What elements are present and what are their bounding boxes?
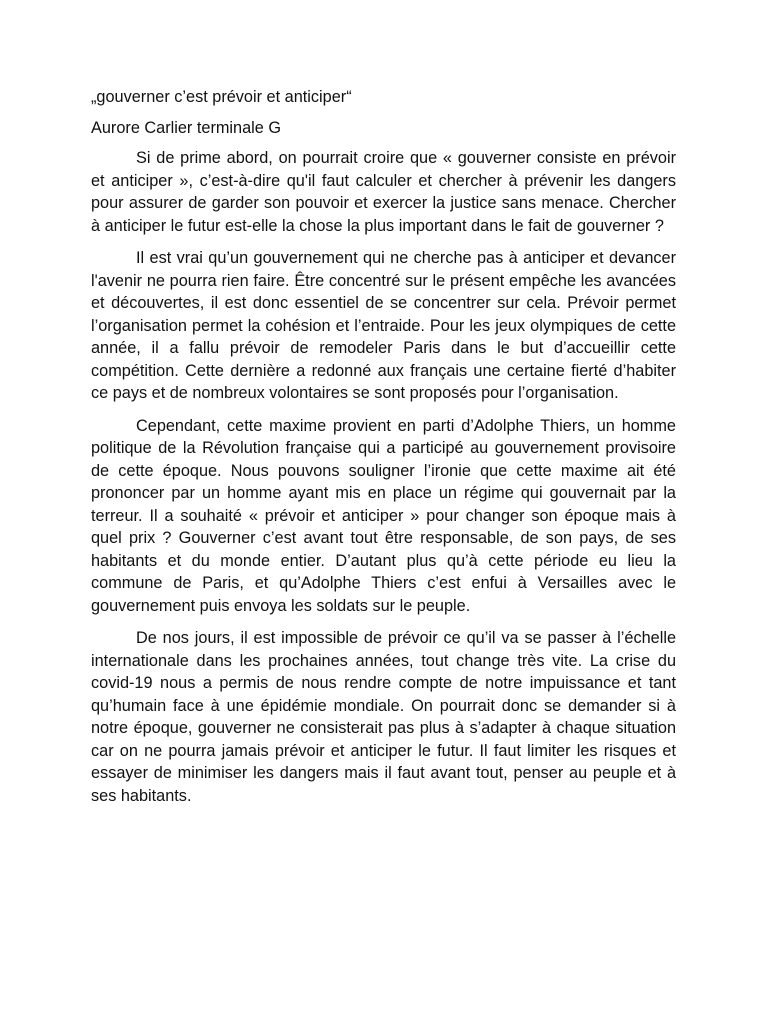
paragraph-3: Cependant, cette maxime provient en parti d’Adolphe Thiers, un homme politique de la Révolution française qui a participé au gouvernement provisoire de cette époque. Nous pouvons souligner l’ironie que cette maxime ait été prononcer par un homme ayant mis en place un régime qui gouvernait par la terreur. Il a souhaité « prévoir et anticiper » pour changer son époque mais à quel prix ? Gouverner c’est avant tout être responsable, de son pays, de ses habitants et du monde entier. D’autant plus qu’à cette période eu lieu la commune de Paris, et qu’Adolphe Thiers c’est enfui à Versailles avec le gouvernement puis envoya les soldats sur le peuple. (91, 416, 676, 615)
paragraph-1: Si de prime abord, on pourrait croire que « gouverner consiste en prévoir et anticiper », c’est-à-dire qu'il faut calculer et chercher à prévenir les dangers pour assurer de garder son pouvoir et exercer la justice sans menace. Chercher à anticiper le futur est-elle la chose la plus important dans le fait de gouverner ? (91, 149, 676, 235)
essay-title: „gouverner c’est prévoir et anticiper“ (91, 88, 352, 106)
paragraph-4: De nos jours, il est impossible de prévoir ce qu’il va se passer à l’échelle internationale dans les prochaines années, tout change très vite. La crise du covid-19 nous a permis de nous rendre compte de notre impuissance et tant qu’humain face à une épidémie mondiale. On pourrait donc se demander si à notre époque, gouverner ne consisterait pas plus à s’adapter à chaque situation car on ne pourra jamais prévoir et anticiper le futur. Il faut limiter les risques et essayer de minimiser les dangers mais il faut avant tout, penser au peuple et à ses habitants. (91, 629, 676, 805)
paragraph-2: Il est vrai qu’un gouvernement qui ne cherche pas à anticiper et devancer l'avenir ne pourra rien faire. Être concentré sur le présent empêche les avancées et découvertes, il est donc essentiel de se concentrer sur cela. Prévoir permet l’organisation permet la cohésion et l’entraide. Pour les jeux olympiques de cette année, il a fallu prévoir de remodeler Paris dans le but d’accueillir cette compétition. Cette dernière a redonné aux français une certaine fierté d’habiter ce pays et de nombreux volontaires se sont proposés pour l’organisation. (91, 249, 676, 402)
author-line: Aurore Carlier terminale G (91, 118, 282, 137)
document-page (91, 86, 676, 817)
